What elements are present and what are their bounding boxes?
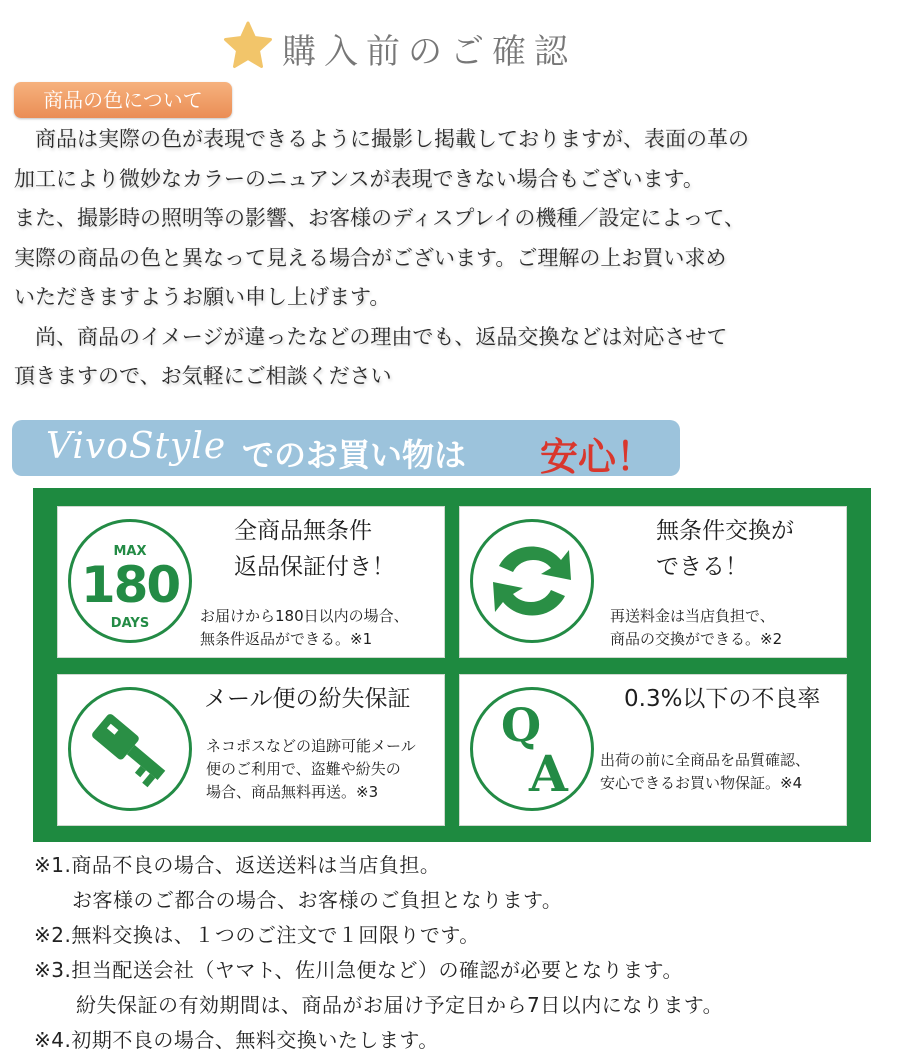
feature-card-return-guarantee	[57, 506, 445, 658]
feature-card-mail-loss-guarantee	[57, 674, 445, 826]
footnote-line: お客様のご都合の場合、お客様のご負担となります。	[72, 888, 563, 912]
color-section-badge: 商品の色について	[14, 82, 232, 118]
footnotes	[34, 848, 884, 1058]
feature-title-line: 全商品無条件	[234, 518, 372, 544]
feature-title-line: 返品保証付き！	[234, 554, 395, 580]
paragraph-line: 商品は実際の色が表現できるように撮影し掲載しておりますが、表面の革の	[14, 127, 749, 151]
feature-title	[204, 681, 411, 717]
feature-desc-line: 場合、商品無料再送。※3	[206, 783, 379, 801]
footnote-line: ※4.初期不良の場合、無料交換いたします。	[34, 1028, 439, 1052]
key-svg	[71, 690, 189, 808]
feature-title	[656, 513, 794, 585]
footnote-line: 紛失保証の有効期間は、商品がお届け予定日から7日以内になります。	[76, 993, 724, 1017]
feature-card-free-exchange	[459, 506, 847, 658]
feature-title-line: できる！	[656, 554, 748, 580]
qa-q-letter: Q	[501, 698, 542, 752]
key-icon	[68, 687, 192, 811]
feature-title	[234, 513, 395, 585]
footnote-line: ※2.無料交換は、１つのご注文で１回限りです。	[34, 923, 480, 947]
feature-title	[624, 681, 820, 717]
badge-max-text: MAX	[113, 544, 147, 559]
feature-title-line: メール便の紛失保証	[204, 686, 411, 712]
paragraph-line: また、撮影時の照明等の影響、お客様のディスプレイの機種／設定によって、	[14, 206, 746, 230]
paragraph-line: 実際の商品の色と異なって見える場合がございます。ご理解の上お買い求め	[14, 245, 727, 270]
exchange-arrows-icon	[470, 519, 594, 643]
features-panel	[33, 488, 871, 842]
banner-text: でのお買い物は	[242, 436, 467, 474]
feature-title-line: 0.3%以下の不良率	[624, 686, 821, 712]
reassurance-banner	[12, 420, 680, 479]
star-icon	[222, 20, 274, 70]
brand-logo-text: VivoStyle	[46, 426, 227, 467]
feature-desc-line: 商品の交換ができる。※2	[610, 630, 783, 648]
feature-desc-line: 再送料金は当店負担で、	[610, 607, 775, 625]
feature-desc-line: 安心できるお買い物保証。※4	[600, 774, 803, 792]
banner-accent-text: 安心！	[540, 435, 655, 479]
exchange-arrows-svg	[473, 522, 591, 640]
qa-icon	[470, 687, 594, 811]
180-days-icon	[68, 519, 192, 643]
feature-description	[610, 605, 782, 651]
paragraph-line: 頂きますので、お気軽にご相談ください	[14, 364, 392, 388]
feature-desc-line: ネコポスなどの追跡可能メール	[206, 737, 416, 755]
footnote-line: ※3.担当配送会社（ヤマト、佐川急便など）の確認が必要となります。	[34, 958, 683, 982]
badge-number-text: 180	[80, 556, 180, 614]
feature-description	[600, 749, 810, 795]
feature-card-low-defect-rate	[459, 674, 847, 826]
paragraph-line: 加工により微妙なカラーのニュアンスが表現できない場合もございます。	[14, 166, 704, 191]
feature-desc-line: お届けから180日以内の場合、	[200, 607, 409, 625]
paragraph-line: 尚、商品のイメージが違ったなどの理由でも、返品交換などは対応させて	[14, 324, 728, 349]
page-title: 購入前のご確認	[282, 32, 576, 72]
feature-description	[206, 735, 416, 804]
feature-desc-line: 無条件返品ができる。※1	[200, 630, 373, 648]
color-notice-paragraph	[14, 120, 890, 397]
badge-unit-text: DAYS	[110, 616, 150, 631]
page-header	[0, 14, 900, 70]
feature-title-line: 無条件交換が	[656, 518, 794, 544]
feature-desc-line: 便のご利用で、盗難や紛失の	[206, 760, 401, 778]
feature-desc-line: 出荷の前に全商品を品質確認、	[600, 751, 811, 769]
paragraph-line: いただきますようお願い申し上げます。	[14, 285, 391, 309]
qa-a-letter: A	[529, 744, 568, 803]
footnote-line: ※1.商品不良の場合、返送送料は当店負担。	[34, 853, 441, 877]
feature-description	[200, 605, 409, 651]
